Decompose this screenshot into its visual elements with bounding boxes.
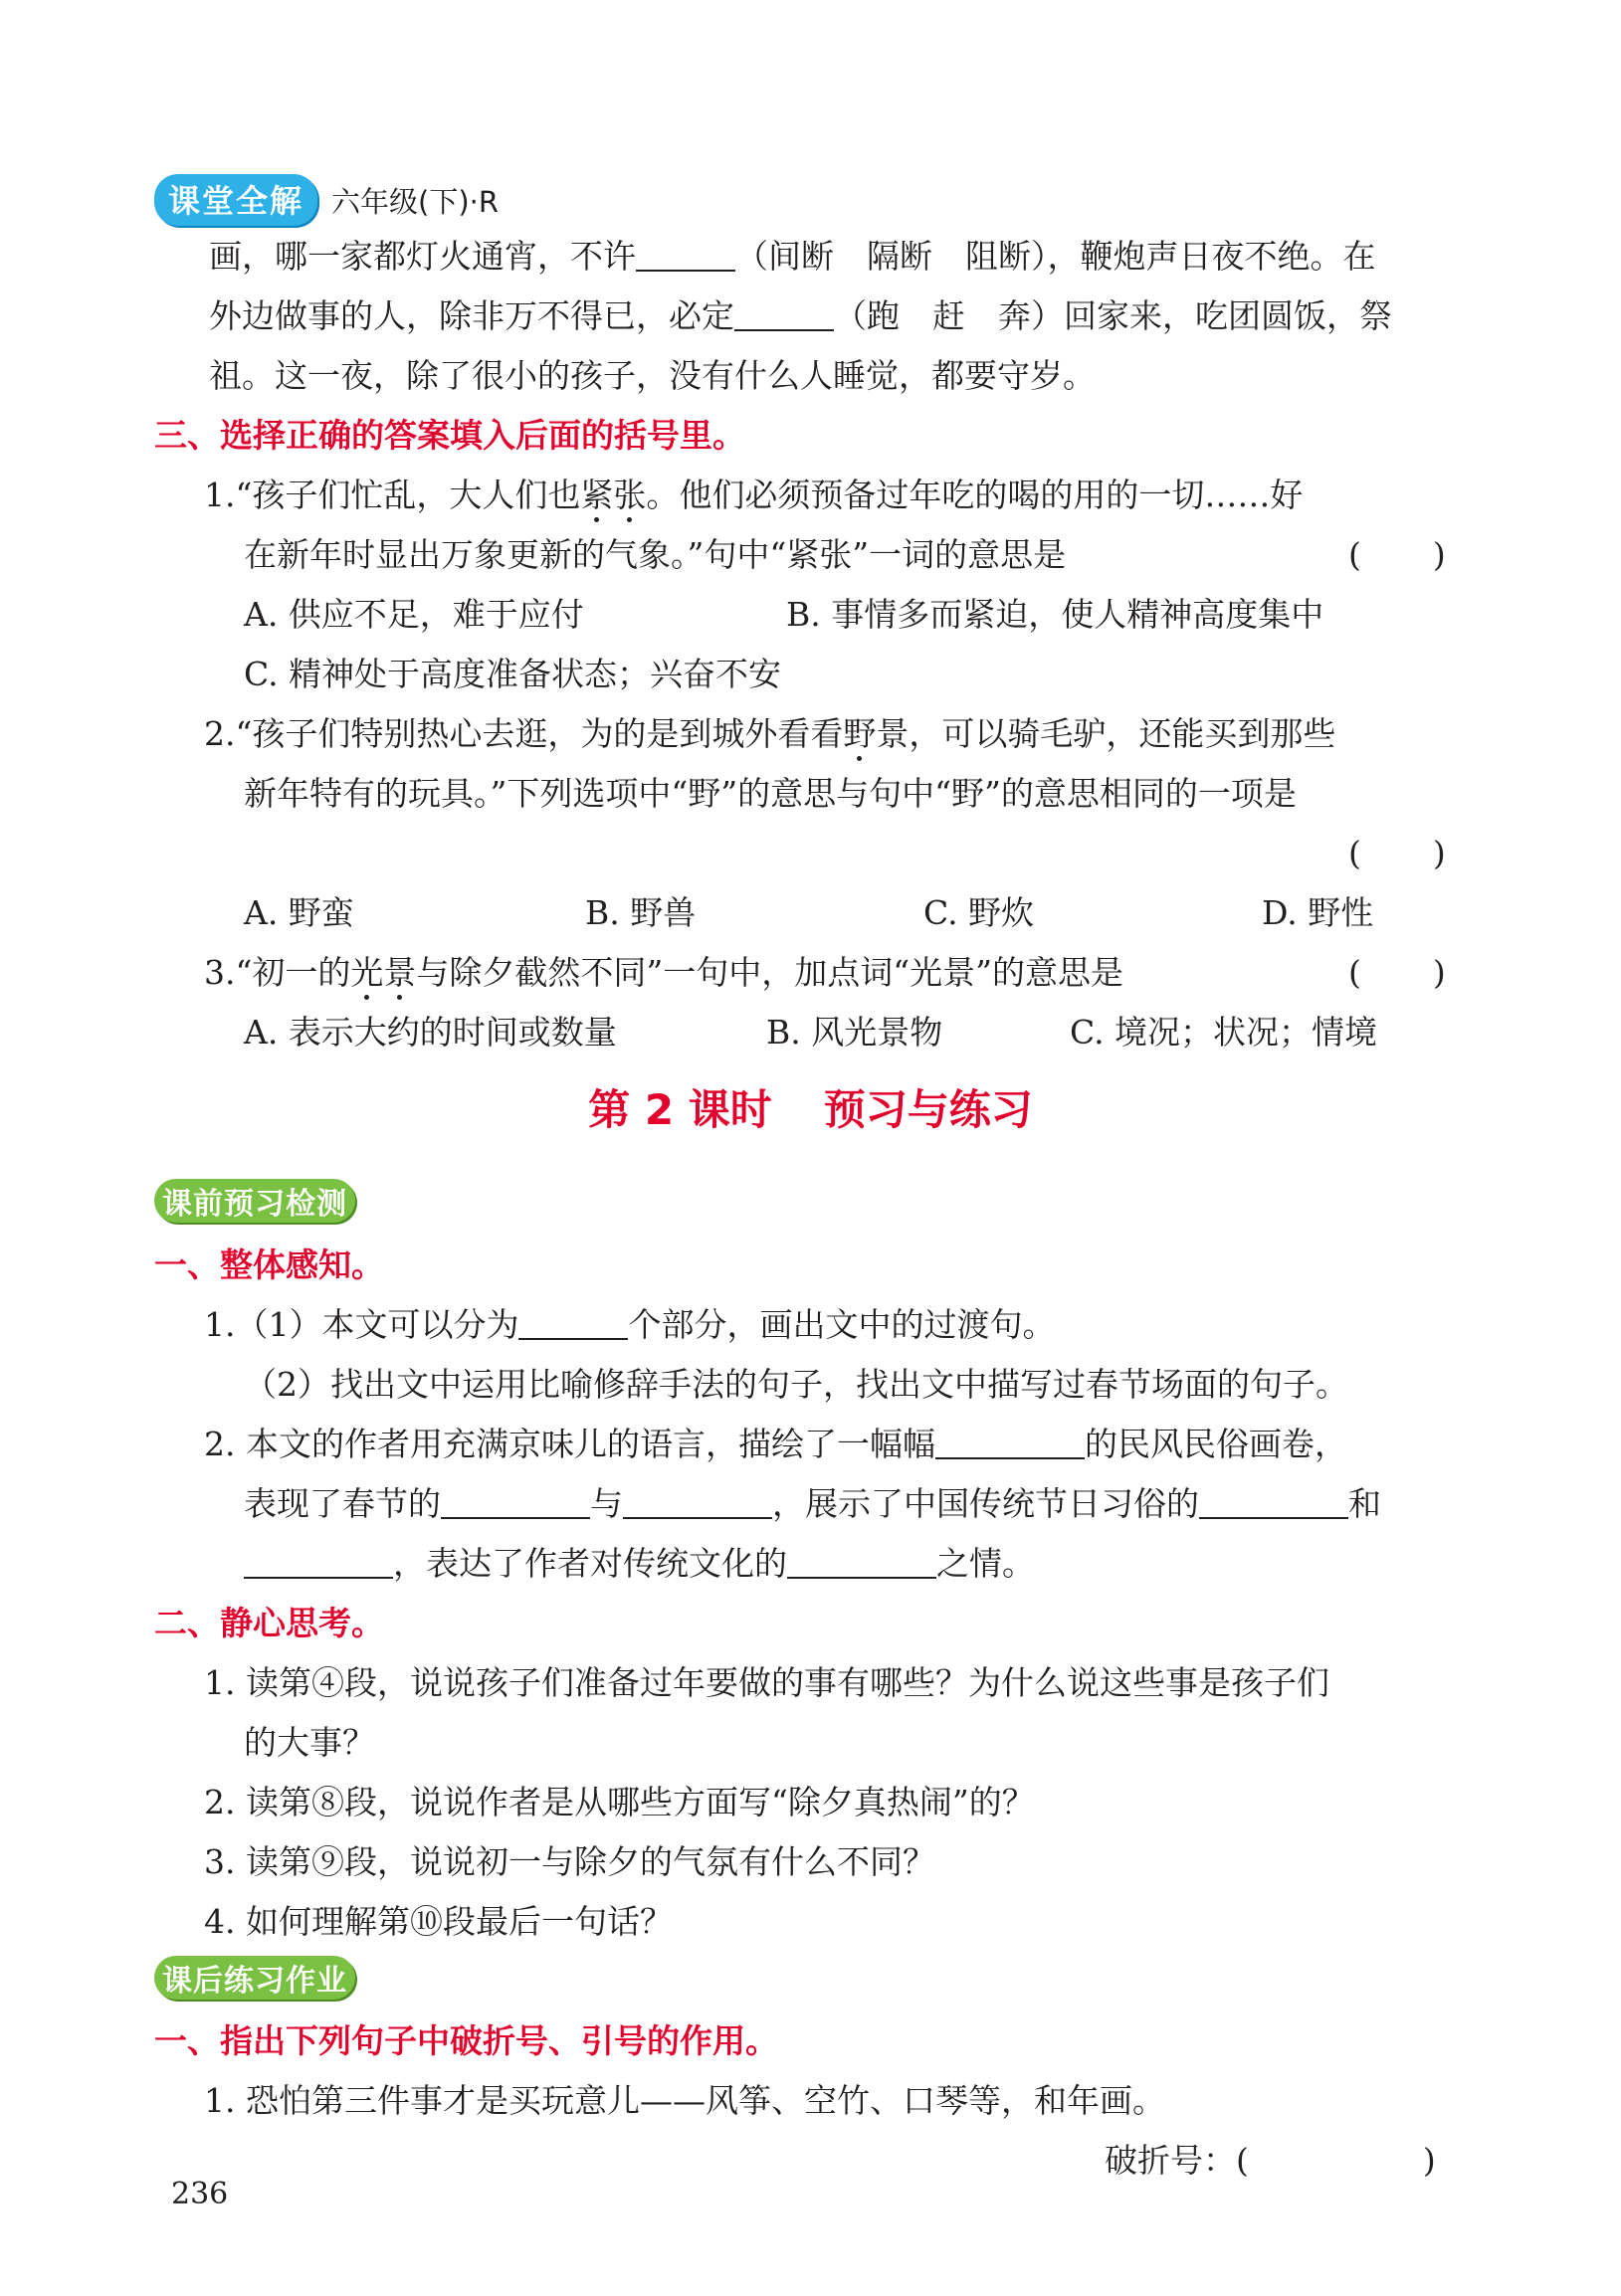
option-b: B. 风光景物 [766, 1013, 943, 1052]
passage-line-2: 外边做事的人，除非万不得已，必定 （跑 赶 奔）回家来，吃团圆饭，祭 [209, 296, 1392, 335]
option-b: B. 野兽 [585, 893, 697, 932]
grade-label: 六年级(下)·R [331, 184, 500, 219]
question-line: ，表达了作者对传统文化的 之情。 [244, 1544, 1035, 1584]
question-line: 2. 读第⑧段，说说作者是从哪些方面写“除夕真热闹”的？ [204, 1783, 1035, 1821]
answer-bracket[interactable]: ( ) [1348, 834, 1446, 872]
question-line: 1. 读第④段，说说孩子们准备过年要做的事有哪些？为什么说这些事是孩子们 [204, 1663, 1329, 1702]
option-c: C. 精神处于高度准备状态；兴奋不安 [244, 655, 782, 693]
running-header [154, 177, 499, 223]
answer-bracket[interactable]: ( ) [1348, 535, 1446, 574]
option-a: A. 野蛮 [244, 893, 354, 932]
question-line: 1. 恐怕第三件事才是买玩意儿——风筝、空竹、口琴等，和年画。 [204, 2081, 1165, 2120]
answer-bracket[interactable]: ( ) [1348, 953, 1446, 992]
answer-blank[interactable] [636, 240, 735, 272]
answer-blank[interactable] [441, 1487, 590, 1519]
homework-badge: 课后练习作业 [154, 1956, 355, 2000]
answer-blank[interactable] [623, 1487, 772, 1519]
answer-blank[interactable] [935, 1428, 1085, 1459]
dash-answer-bracket[interactable]: 破折号：( ) [1105, 2141, 1436, 2180]
option-c: C. 野炊 [923, 893, 1035, 932]
preview-check-badge: 课前预习检测 [154, 1179, 355, 1223]
question-line: 1.（1）本文可以分为 个部分，画出文中的过渡句。 [204, 1305, 1056, 1344]
passage-line-1: 画，哪一家都灯火通宵，不许 （间断 隔断 阻断），鞭炮声日夜不绝。在 [209, 237, 1376, 276]
answer-blank[interactable] [244, 1547, 393, 1579]
answer-blank[interactable] [787, 1547, 936, 1579]
lesson-heading: 第 2 课时 预习与练习 [588, 1085, 1033, 1134]
question-line: 3.“初一的光景与除夕截然不同”一句中，加点词“光景”的意思是 [204, 953, 1123, 992]
option-b: B. 事情多而紧迫，使人精神高度集中 [786, 595, 1324, 634]
question-line: 2. 本文的作者用充满京味儿的语言，描绘了一幅幅 的民风民俗画卷， [204, 1425, 1347, 1463]
option-c: C. 境况；状况；情境 [1070, 1013, 1378, 1052]
question-line: 2.“孩子们特别热心去逛，为的是到城外看看野景，可以骑毛驴，还能买到那些 [204, 714, 1336, 753]
question-line: 新年特有的玩具。”下列选项中“野”的意思与句中“野”的意思相同的一项是 [244, 774, 1297, 813]
dotted-char: 景 [383, 953, 417, 992]
answer-blank[interactable] [734, 299, 834, 331]
section-title: 一、指出下列句子中破折号、引号的作用。 [154, 2021, 778, 2060]
question-line: 表现了春节的 与 ，展示了中国传统节日习俗的 和 [244, 1484, 1381, 1523]
option-a: A. 供应不足，难于应付 [244, 595, 584, 634]
section-title: 二、静心思考。 [154, 1604, 384, 1642]
passage-line-3: 祖。这一夜，除了很小的孩子，没有什么人睡觉，都要守岁。 [209, 356, 1096, 395]
question-line: （2）找出文中运用比喻修辞手法的句子，找出文中描写过春节场面的句子。 [244, 1365, 1348, 1404]
answer-blank[interactable] [518, 1308, 628, 1340]
question-line: 4. 如何理解第⑩段最后一句话？ [204, 1902, 673, 1941]
question-line: 3. 读第⑨段，说说初一与除夕的气氛有什么不同？ [204, 1842, 935, 1881]
page-number: 236 [171, 2177, 229, 2211]
option-a: A. 表示大约的时间或数量 [244, 1013, 617, 1052]
section-title: 三、选择正确的答案填入后面的括号里。 [154, 416, 745, 455]
option-d: D. 野性 [1262, 893, 1374, 932]
dotted-char: 张 [613, 476, 647, 514]
series-logo: 课堂全解 [154, 174, 317, 226]
question-line: 在新年时显出万象更新的气象。”句中“紧张”一词的意思是 [244, 535, 1067, 574]
dotted-char: 野 [843, 714, 877, 753]
answer-blank[interactable] [1199, 1487, 1348, 1519]
question-line: 的大事？ [244, 1723, 375, 1762]
dotted-char: 光 [350, 953, 384, 992]
section-title: 一、整体感知。 [154, 1245, 384, 1284]
dotted-char: 紧 [580, 476, 614, 514]
question-line: 1.“孩子们忙乱，大人们也紧张。他们必须预备过年吃的喝的用的一切……好 [204, 476, 1304, 514]
